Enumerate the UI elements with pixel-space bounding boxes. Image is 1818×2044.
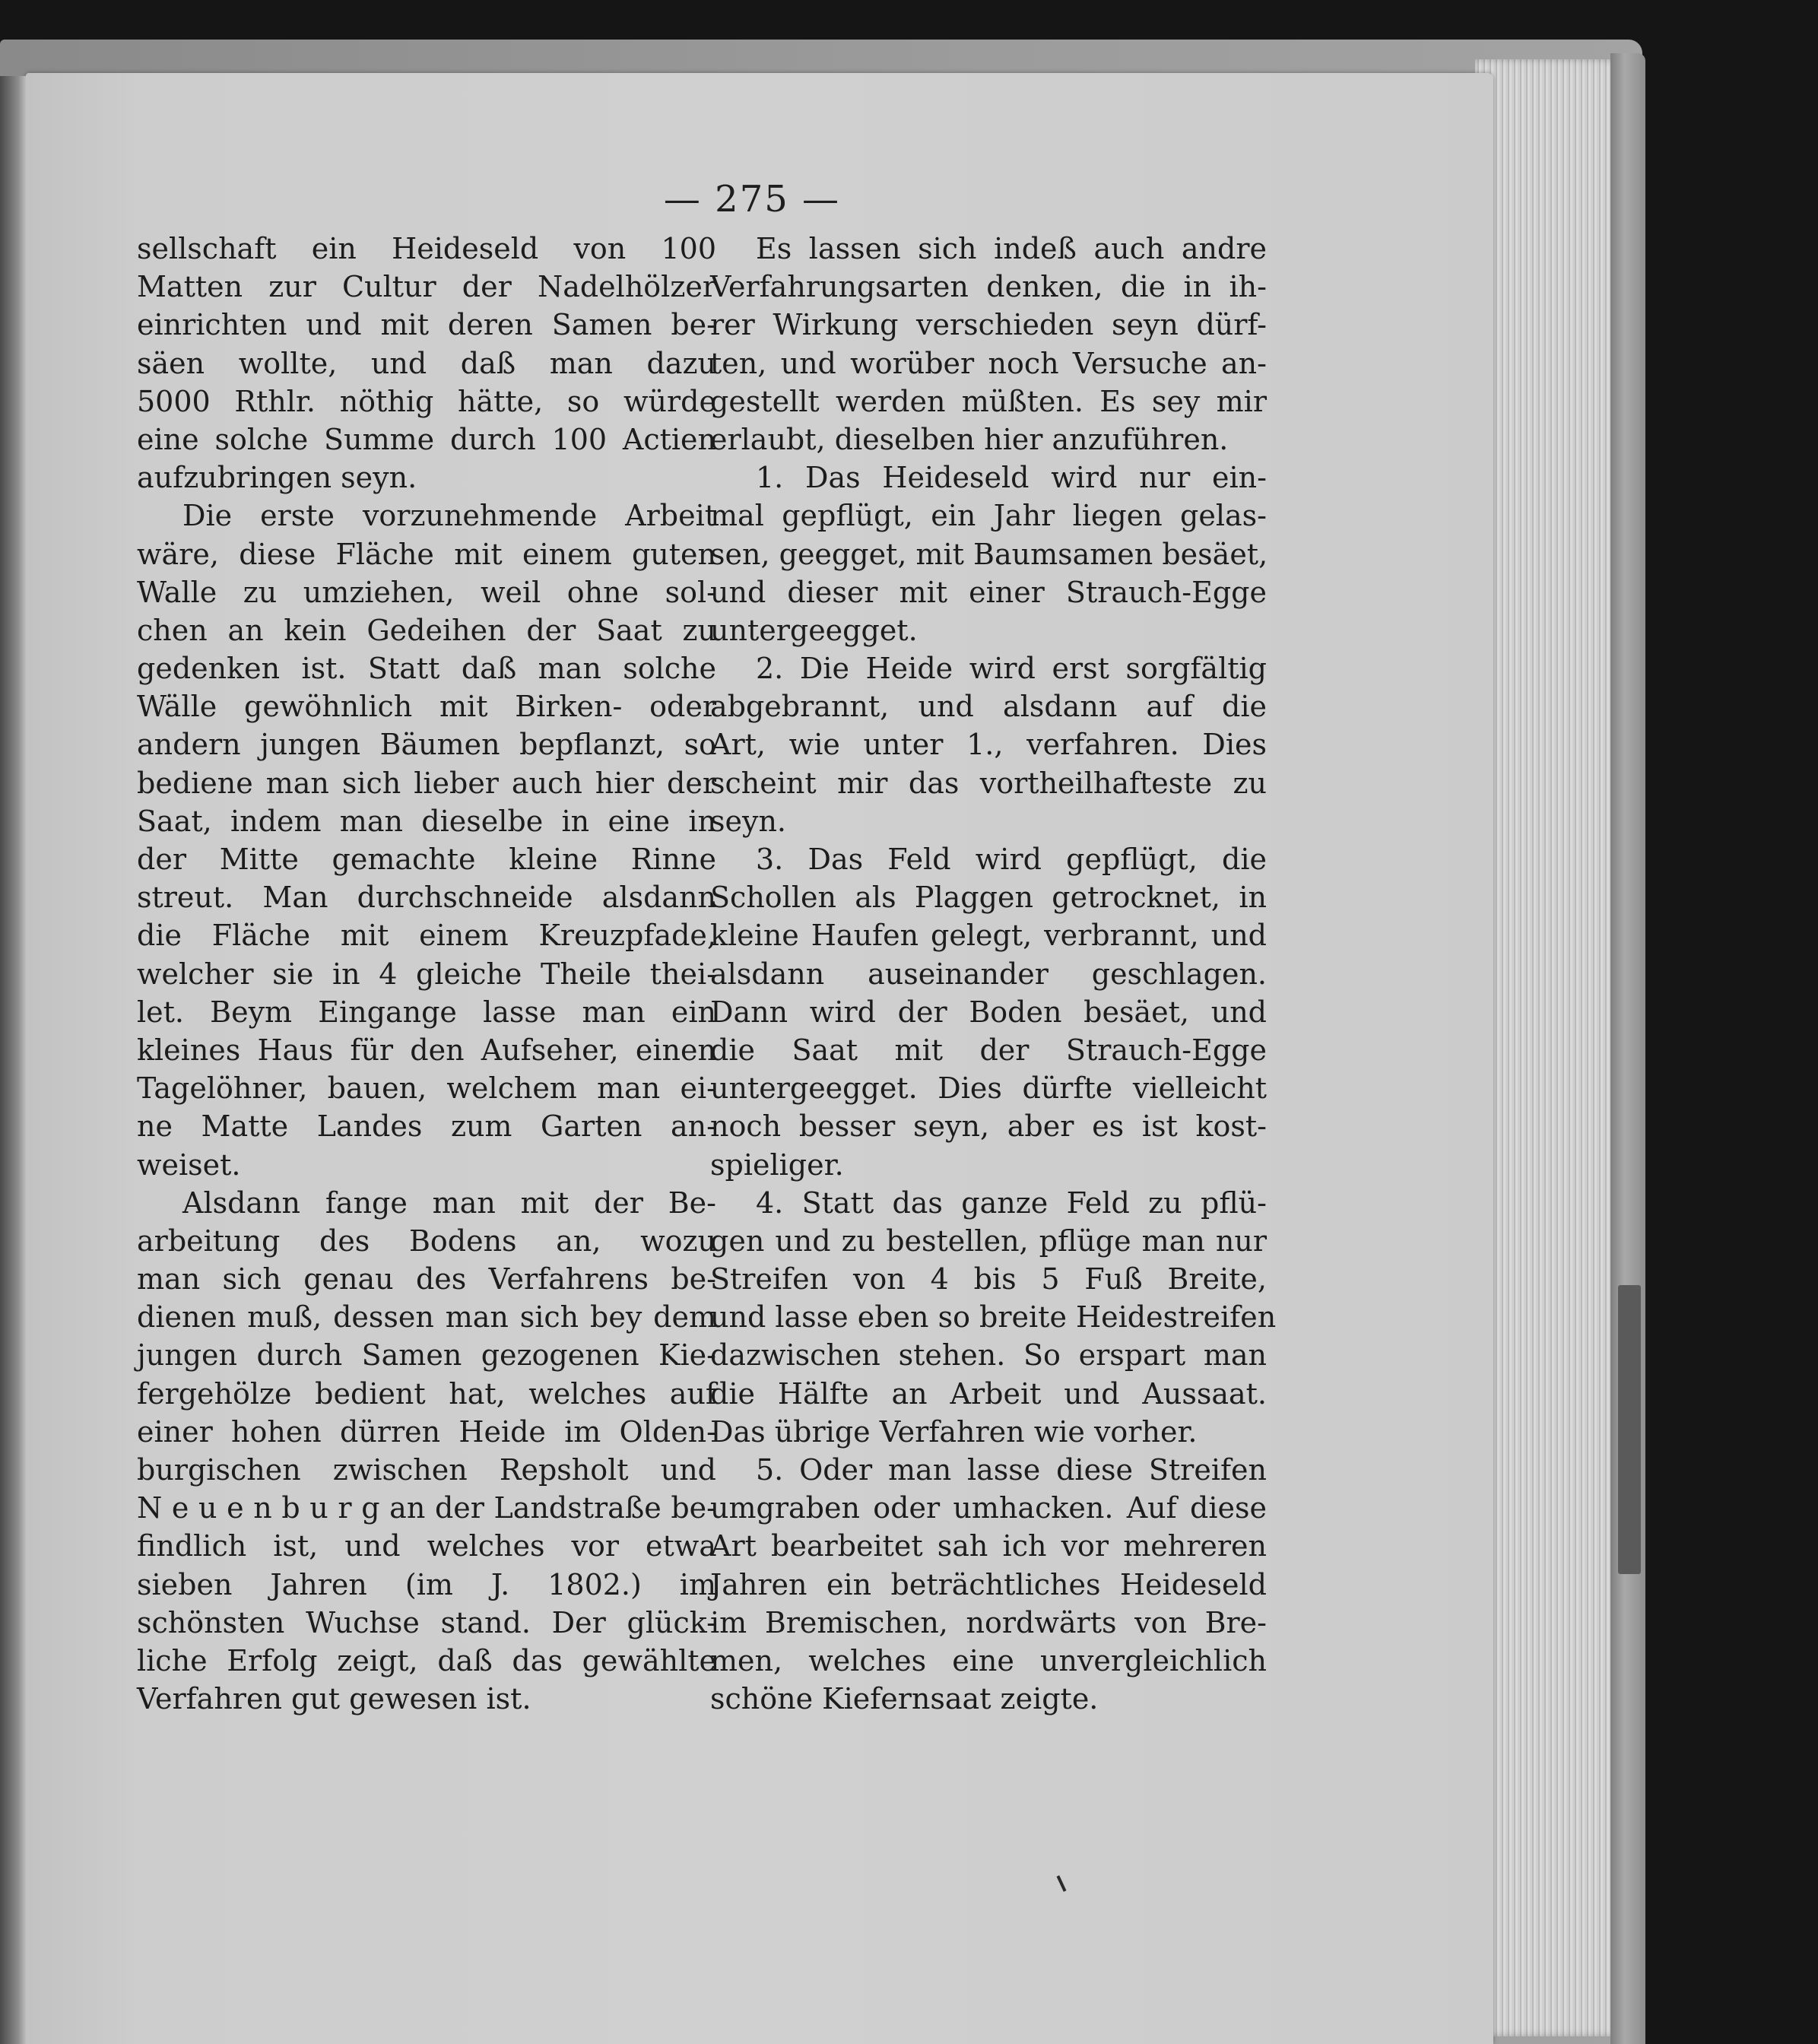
printed-page	[26, 73, 1493, 2044]
text-line: let. Beym Eingange lasse man ein	[137, 995, 716, 1029]
text-line: alsdann auseinander geschlagen.	[710, 957, 1267, 991]
text-line: erlaubt, dieselben hier anzuführen.	[710, 422, 1229, 456]
text-line: sieben Jahren (im J. 1802.) im	[137, 1567, 716, 1601]
text-line: die Saat mit der Strauch-Egge	[710, 1033, 1267, 1067]
text-line: Walle zu umziehen, weil ohne sol-	[137, 575, 716, 609]
text-line: Art, wie unter 1., verfahren. Dies	[710, 728, 1267, 762]
text-line: 2. Die Heide wird erst sorgfältig	[756, 652, 1267, 686]
text-line: abgebrannt, und alsdann auf die	[710, 690, 1267, 724]
text-line: Alsdann fange man mit der Be-	[182, 1185, 716, 1220]
text-line: rer Wirkung verschieden seyn dürf-	[710, 308, 1267, 342]
text-line: Wälle gewöhnlich mit Birken- oder	[137, 690, 716, 724]
text-line: spieliger.	[710, 1147, 844, 1182]
text-line: gedenken ist. Statt daß man solche	[137, 652, 716, 686]
text-line: schönsten Wuchse stand. Der glück-	[137, 1605, 716, 1639]
text-line: burgischen zwischen Repsholt und	[137, 1453, 716, 1487]
text-line: andern jungen Bäumen bepflanzt, so	[137, 728, 716, 762]
text-line: ne Matte Landes zum Garten an-	[137, 1109, 716, 1144]
text-line: mal gepflügt, ein Jahr liegen gelas-	[710, 499, 1267, 533]
text-line: Art bearbeitet sah ich vor mehreren	[710, 1529, 1267, 1563]
text-line: Matten zur Cultur der Nadelhölzer	[137, 270, 716, 304]
text-line: ten, und worüber noch Versuche an-	[710, 346, 1267, 380]
text-line: kleine Haufen gelegt, verbrannt, und	[710, 919, 1267, 953]
text-line: 1. Das Heideseld wird nur ein-	[756, 461, 1267, 495]
text-line: streut. Man durchschneide alsdann	[137, 881, 716, 915]
ink-mark	[1057, 1875, 1067, 1892]
text-line: 5000 Rthlr. nöthig hätte, so würde	[137, 384, 716, 418]
text-line: Streifen von 4 bis 5 Fuß Breite,	[710, 1262, 1267, 1297]
cover-edge	[1610, 53, 1645, 2044]
text-line: aufzubringen seyn.	[137, 461, 417, 495]
text-line: fergehölze bedient hat, welches auf	[137, 1376, 716, 1411]
text-line: einrichten und mit deren Samen be-	[137, 308, 716, 342]
text-line: liche Erfolg zeigt, daß das gewählte	[137, 1643, 716, 1677]
text-line: 5. Oder man lasse diese Streifen	[756, 1453, 1267, 1487]
text-line: noch besser seyn, aber es ist kost-	[710, 1109, 1267, 1144]
page-number: — 275 —	[663, 178, 841, 221]
text-line: 4. Statt das ganze Feld zu pflü-	[756, 1185, 1267, 1220]
text-line: Dann wird der Boden besäet, und	[710, 995, 1267, 1029]
text-line: Es lassen sich indeß auch andre	[756, 232, 1267, 265]
text-line: Die erste vorzunehmende Arbeit	[182, 499, 716, 533]
page-fore-edge	[1475, 59, 1627, 2036]
left-text-column	[137, 230, 716, 1718]
text-line: sellschaft ein Heideseld von 100	[137, 232, 716, 265]
text-line: Verfahren gut gewesen ist.	[137, 1682, 531, 1716]
text-line: gen und zu bestellen, pflüge man nur	[710, 1224, 1267, 1258]
text-line: Verfahrungsarten denken, die in ih-	[710, 270, 1267, 304]
text-line: seyn.	[710, 804, 787, 838]
text-line: weiset.	[137, 1147, 241, 1182]
text-line: säen wollte, und daß man dazu	[137, 346, 716, 380]
right-text-column	[710, 230, 1277, 1718]
text-line: der Mitte gemachte kleine Rinne	[137, 843, 716, 876]
text-line: welcher sie in 4 gleiche Theile thei-	[137, 957, 716, 991]
text-line: N e u e n b u r g an der Landstraße be-	[137, 1491, 716, 1525]
text-line: dazwischen stehen. So erspart man	[710, 1338, 1267, 1373]
text-line: wäre, diese Fläche mit einem guten	[137, 537, 716, 571]
gutter-edge	[0, 76, 26, 2044]
text-line: und lasse eben so breite Heidestreifen	[710, 1300, 1277, 1335]
text-line: jungen durch Samen gezogenen Kie-	[137, 1338, 716, 1373]
text-line: findlich ist, und welches vor etwa	[137, 1529, 716, 1563]
text-line: Schollen als Plaggen getrocknet, in	[710, 881, 1267, 915]
text-line: die Hälfte an Arbeit und Aussaat.	[710, 1376, 1267, 1411]
text-line: arbeitung des Bodens an, wozu	[137, 1224, 716, 1258]
text-line: untergeegget. Dies dürfte vielleicht	[710, 1071, 1267, 1106]
text-line: men, welches eine unvergleichlich	[710, 1643, 1267, 1677]
text-line: dienen muß, dessen man sich bey dem	[137, 1300, 716, 1335]
text-line: im Bremischen, nordwärts von Bre-	[710, 1605, 1267, 1639]
text-line: sen, geegget, mit Baumsamen besäet,	[710, 537, 1268, 571]
text-line: schöne Kiefernsaat zeigte.	[710, 1682, 1099, 1716]
text-line: Jahren ein beträchtliches Heideseld	[710, 1567, 1267, 1601]
text-line: 3. Das Feld wird gepflügt, die	[756, 843, 1267, 876]
text-line: scheint mir das vortheilhafteste zu	[710, 766, 1267, 800]
text-line: gestellt werden müßten. Es sey mir	[710, 384, 1267, 418]
text-line: untergeegget.	[710, 613, 918, 647]
text-line: Saat, indem man dieselbe in eine in	[137, 804, 716, 838]
text-line: die Fläche mit einem Kreuzpfade,	[137, 919, 716, 953]
text-line: man sich genau des Verfahrens be-	[137, 1262, 716, 1297]
text-line: chen an kein Gedeihen der Saat zu	[137, 613, 716, 647]
text-line: Tagelöhner, bauen, welchem man ei-	[137, 1071, 716, 1106]
text-line: bediene man sich lieber auch hier der	[137, 766, 716, 800]
text-line: und dieser mit einer Strauch-Egge	[710, 575, 1267, 609]
text-line: kleines Haus für den Aufseher, einen	[137, 1033, 716, 1067]
binding-tab	[1618, 1285, 1641, 1574]
text-line: eine solche Summe durch 100 Actien	[137, 422, 716, 456]
text-line: Das übrige Verfahren wie vorher.	[710, 1414, 1198, 1449]
text-line: einer hohen dürren Heide im Olden-	[137, 1414, 716, 1449]
text-line: umgraben oder umhacken. Auf diese	[710, 1491, 1267, 1525]
